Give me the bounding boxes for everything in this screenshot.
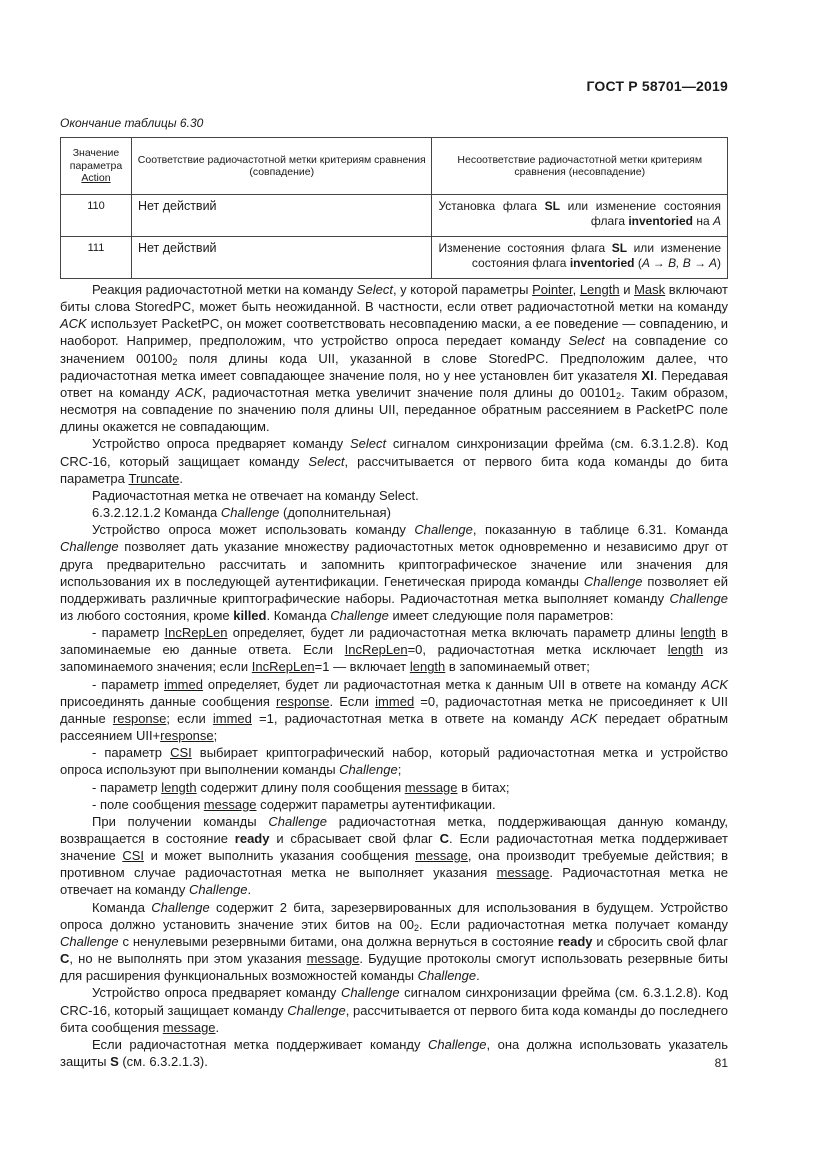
state-value: A (712, 214, 721, 228)
text-run: =0, радиочастотная метка исключает (407, 642, 668, 658)
text-run: на совпадение со значением 00100 (60, 333, 728, 366)
text-run: . (476, 968, 480, 984)
text-run: и (619, 282, 635, 297)
parameter-name: CSI (122, 848, 144, 864)
text-run: Реакция радиочастотной метки на команду (92, 282, 357, 297)
italic-term: Challenge (220, 505, 280, 521)
text-run: , радиочастотная метка увеличит значение поля длины до 00101 (202, 384, 617, 400)
text-run: - параметр (92, 676, 164, 692)
paragraph (60, 1036, 728, 1070)
bold-term: ready (234, 831, 270, 846)
header-param-line2: параметра (69, 159, 123, 172)
paragraph (60, 624, 728, 675)
action-table (60, 137, 728, 279)
italic-term: ACK (570, 710, 598, 726)
text-run: , рассчитывается от первого бита кода команды до бита параметра (60, 453, 728, 486)
paragraph (60, 487, 728, 504)
flag-sl: SL (544, 199, 560, 213)
state-value: A → B, B → A (641, 256, 717, 270)
text-run: использует PacketPC, он может соответствовать несовпадению маски, а ее поведение — совпадению, и наоборот. Например, предположим, что устройство опроса передает команду (60, 316, 728, 349)
paragraph (60, 521, 728, 624)
parameter-name: response (160, 728, 214, 744)
italic-term: Challenge (151, 899, 210, 915)
text-run: Устройство опроса предваряет команду (92, 985, 341, 1001)
header-mismatch: Несоответствие радиочастотной метки критериям сравнения (несовпадение) (432, 138, 728, 195)
subscript: 2 (616, 390, 622, 401)
text-run: =1, радиочастотная метка в ответе на команду (251, 710, 571, 726)
text-run: =0, радиочастотная метка не присоединяет к UII данные (60, 693, 728, 726)
text-run: , (572, 282, 580, 297)
table-header-row (61, 138, 728, 195)
text-run: из запоминаемого значения; если (60, 642, 728, 675)
italic-term: Challenge (339, 762, 398, 778)
page-number: 81 (714, 1056, 728, 1070)
text-run: . Таким образом, несмотря на совпадение по значению поля длины UII, переданное обратным рассеянием в PacketPC поле длины окажется не совпадающим. (60, 384, 728, 435)
header-param-value (61, 138, 132, 195)
row-mismatch-text: на (693, 214, 713, 228)
parameter-name: message (203, 796, 257, 812)
row-mismatch (432, 195, 728, 237)
italic-term: Select (349, 436, 387, 452)
text-run: содержит параметры аутентификации. (256, 796, 496, 812)
subscript: 2 (413, 922, 419, 933)
italic-term: Challenge (341, 985, 400, 1001)
row-match: Нет действий (131, 237, 432, 279)
text-run: - параметр (92, 625, 165, 641)
italic-term: Challenge (330, 607, 389, 623)
text-run: включают биты слова StoredPC, может быть неожиданной. В частности, если ответ радиочастотной метки на команду (60, 282, 728, 315)
text-run: При получении команды (92, 813, 269, 829)
row-mismatch-text: Изменение состояния флага (438, 241, 612, 255)
text-run: (дополнительная) (279, 505, 391, 521)
parameter-name: message (306, 951, 360, 967)
row-mismatch-text: Установка флага (438, 199, 545, 213)
text-run: , показанную в таблице 6.31. Команда (472, 522, 729, 538)
italic-term: ACK (60, 316, 87, 332)
parameter-name: immed (212, 710, 252, 726)
text-run: выбирает криптографический набор, который радиочастотная метка и устройство опроса используют при выполнении команды (60, 745, 729, 778)
parameter-name: message (162, 1019, 216, 1035)
text-run: . Радиочастотная метка не отвечает на команду (60, 865, 728, 898)
text-run: в запоминаемый ответ; (445, 659, 590, 675)
parameter-name: length (161, 779, 197, 795)
table-row (61, 237, 728, 279)
text-run: . Если радиочастотная метка поддерживает значение (60, 831, 728, 864)
text-run: определяет, будет ли радиочастотная метка включать параметр длины (227, 625, 681, 641)
bold-term: killed (233, 607, 267, 623)
text-run: , но не выполнять при этом указания (69, 951, 307, 967)
bold-term: C (60, 951, 70, 967)
paragraph (60, 813, 728, 899)
text-run: определяет, будет ли радиочастотная метка к данным UII в ответе на команду (202, 676, 702, 692)
header-param-line3: Action (81, 172, 111, 185)
paragraph (60, 796, 728, 813)
italic-term: Challenge (427, 1036, 487, 1052)
italic-term: Challenge (414, 522, 473, 538)
text-run: . Передавая ответ на команду (60, 367, 728, 400)
italic-term: Challenge (669, 590, 728, 606)
text-run: (см. 6.3.2.1.3). (118, 1054, 208, 1070)
table-row (61, 195, 728, 237)
parameter-name: message (496, 865, 550, 881)
parameter-name: immed (375, 693, 415, 709)
row-mismatch (432, 237, 728, 279)
text-run: имеет следующие поля параметров: (388, 607, 614, 623)
text-run: поля длины кода UII, указанной в слове StoredPC. Предположим далее, что радиочастотная метка имеет совпадающее значение поля, но у нее установлен бит указателя (60, 350, 728, 383)
text-run: . Если (329, 693, 376, 709)
flag-inventoried: inventoried (628, 214, 694, 228)
paragraph (60, 504, 728, 521)
paragraph (60, 984, 728, 1035)
text-run: . Команда (266, 607, 331, 623)
text-run: . (179, 470, 183, 486)
parameter-name: CSI (170, 745, 192, 761)
paragraph (60, 899, 728, 985)
text-run: содержит 2 бита, зарезервированных для использования в будущем. Устройство опроса должно установить значение этих битов на 00 (60, 899, 728, 932)
text-run: , у которой параметры (392, 282, 533, 297)
header-param-line1: Значение (72, 147, 120, 160)
italic-term: Challenge (188, 882, 248, 898)
text-run: передает обратным рассеянием UII+ (60, 710, 729, 744)
text-run: и может выполнить указания сообщения (144, 848, 416, 864)
parameter-name: IncRepLen (164, 625, 228, 641)
text-run: - параметр (92, 745, 171, 761)
row-mismatch-text: или изменение состояния флага (559, 199, 721, 228)
bold-term: XI (641, 367, 654, 383)
italic-term: ACK (175, 384, 203, 400)
bold-term: C (439, 831, 450, 846)
text-run: 6.3.2.12.1.2 Команда (92, 505, 221, 521)
parameter-name: Length (579, 282, 620, 297)
text-run: , она должна использовать указатель защиты (60, 1036, 728, 1070)
italic-term: Challenge (287, 1002, 346, 1018)
paragraph (60, 744, 728, 778)
text-run: из любого состояния, кроме (60, 607, 234, 623)
text-run: присоединять данные сообщения (60, 693, 276, 709)
parameter-name: IncRepLen (344, 642, 408, 658)
text-run: . (247, 882, 252, 898)
text-run: ; (397, 762, 402, 778)
parameter-name: length (409, 659, 446, 675)
row-match: Нет действий (131, 195, 432, 237)
text-run: =1 — включает (314, 659, 410, 675)
italic-term: Select (356, 282, 393, 297)
bold-term: ready (557, 933, 593, 949)
italic-term: Challenge (583, 573, 643, 589)
row-mismatch-text: ) (717, 256, 721, 270)
italic-term: Select (568, 333, 605, 349)
header-match: Соответствие радиочастотной метки критериям сравнения (совпадение) (131, 138, 432, 195)
row-mismatch-text: или изменение состояния флага (471, 241, 721, 270)
standard-code: ГОСТ Р 58701—2019 (586, 78, 728, 94)
italic-term: Challenge (268, 813, 327, 829)
text-run: в запоминаемые ею данные ответа. Если (60, 625, 728, 658)
text-run: - параметр (92, 779, 162, 795)
text-run: , она производит требуемые действия; в противном случае радиочастотная метка не выполняет указания (60, 848, 728, 881)
parameter-name: message (404, 779, 458, 795)
paragraph (60, 435, 728, 486)
text-run: , рассчитывается от первого бита кода команды до последнего бита сообщения (60, 1002, 728, 1035)
italic-term: Challenge (417, 968, 477, 984)
text-run: . (215, 1019, 220, 1035)
parameter-name: Truncate (128, 470, 180, 486)
text-run: Устройство опроса может использовать команду (92, 522, 415, 538)
text-run: сигналом синхронизации фрейма (см. 6.3.1.2.8). Код CRC-16, который защищает команду (60, 436, 728, 469)
text-run: - поле сообщения (92, 796, 204, 812)
text-run: Команда (92, 899, 152, 915)
paragraph (60, 779, 728, 796)
parameter-name: length (680, 625, 716, 641)
parameter-name: response (276, 693, 330, 709)
text-run: позволяет дать указание множеству радиочастотных меток одновременно и независимо друг от друга предварительно рассчитать и запомнить криптографическое значение или значения для использования их в последующей аутентификации. Генетическая природа команды (60, 539, 728, 589)
flag-sl: SL (611, 241, 628, 255)
italic-term: Select (308, 453, 345, 469)
text-run: и сбросить свой флаг (592, 933, 728, 949)
text-run: . Если радиочастотная метка получает команду (418, 916, 728, 932)
parameter-name: length (667, 642, 704, 658)
parameter-name: message (415, 848, 468, 864)
italic-term: Challenge (60, 539, 119, 555)
row-value: 111 (61, 237, 132, 279)
italic-term: Challenge (60, 933, 119, 949)
text-run: в битах; (457, 779, 510, 795)
text-run: сигналом синхронизации фрейма (см. 6.3.1.2.8). Код CRC-16, который защищает команду (60, 985, 729, 1018)
parameter-name: immed (163, 676, 203, 692)
text-run: Радиочастотная метка не отвечает на команду Select. (92, 487, 419, 503)
subscript: 2 (172, 356, 178, 367)
flag-inventoried: inventoried (569, 256, 635, 270)
row-value: 110 (61, 195, 132, 237)
parameter-name: Mask (634, 282, 666, 297)
row-mismatch-text: ( (634, 256, 642, 270)
text-run: содержит длину поля сообщения (196, 779, 405, 795)
text-run: позволяет ей поддерживать различные криптографические наборы. Радиочастотная метка выполняет команду (60, 573, 728, 606)
parameter-name: IncRepLen (251, 659, 315, 675)
bold-term: S (110, 1054, 119, 1070)
text-run: ; если (166, 710, 213, 726)
parameter-name: Pointer (532, 282, 573, 297)
paragraph (60, 281, 728, 435)
text-run: радиочастотная метка, поддерживающая данную команду, возвращается в состояние (60, 813, 728, 846)
text-run: с ненулевыми резервными битами, она должна вернуться в состояние (118, 933, 558, 949)
parameter-name: response (112, 710, 167, 726)
table-caption: Окончание таблицы 6.30 (60, 116, 204, 130)
text-run: и сбрасывает свой флаг (269, 831, 440, 846)
text-run: ; (213, 728, 218, 744)
italic-term: ACK (701, 676, 729, 692)
text-run: Устройство опроса предваряет команду (92, 436, 350, 452)
text-run: Если радиочастотная метка поддерживает команду (92, 1036, 428, 1052)
text-run: . Будущие протоколы смогут использовать резервные биты для расширения функциональных возможностей команды (60, 951, 728, 984)
paragraph (60, 676, 728, 745)
body-text (60, 281, 728, 1070)
